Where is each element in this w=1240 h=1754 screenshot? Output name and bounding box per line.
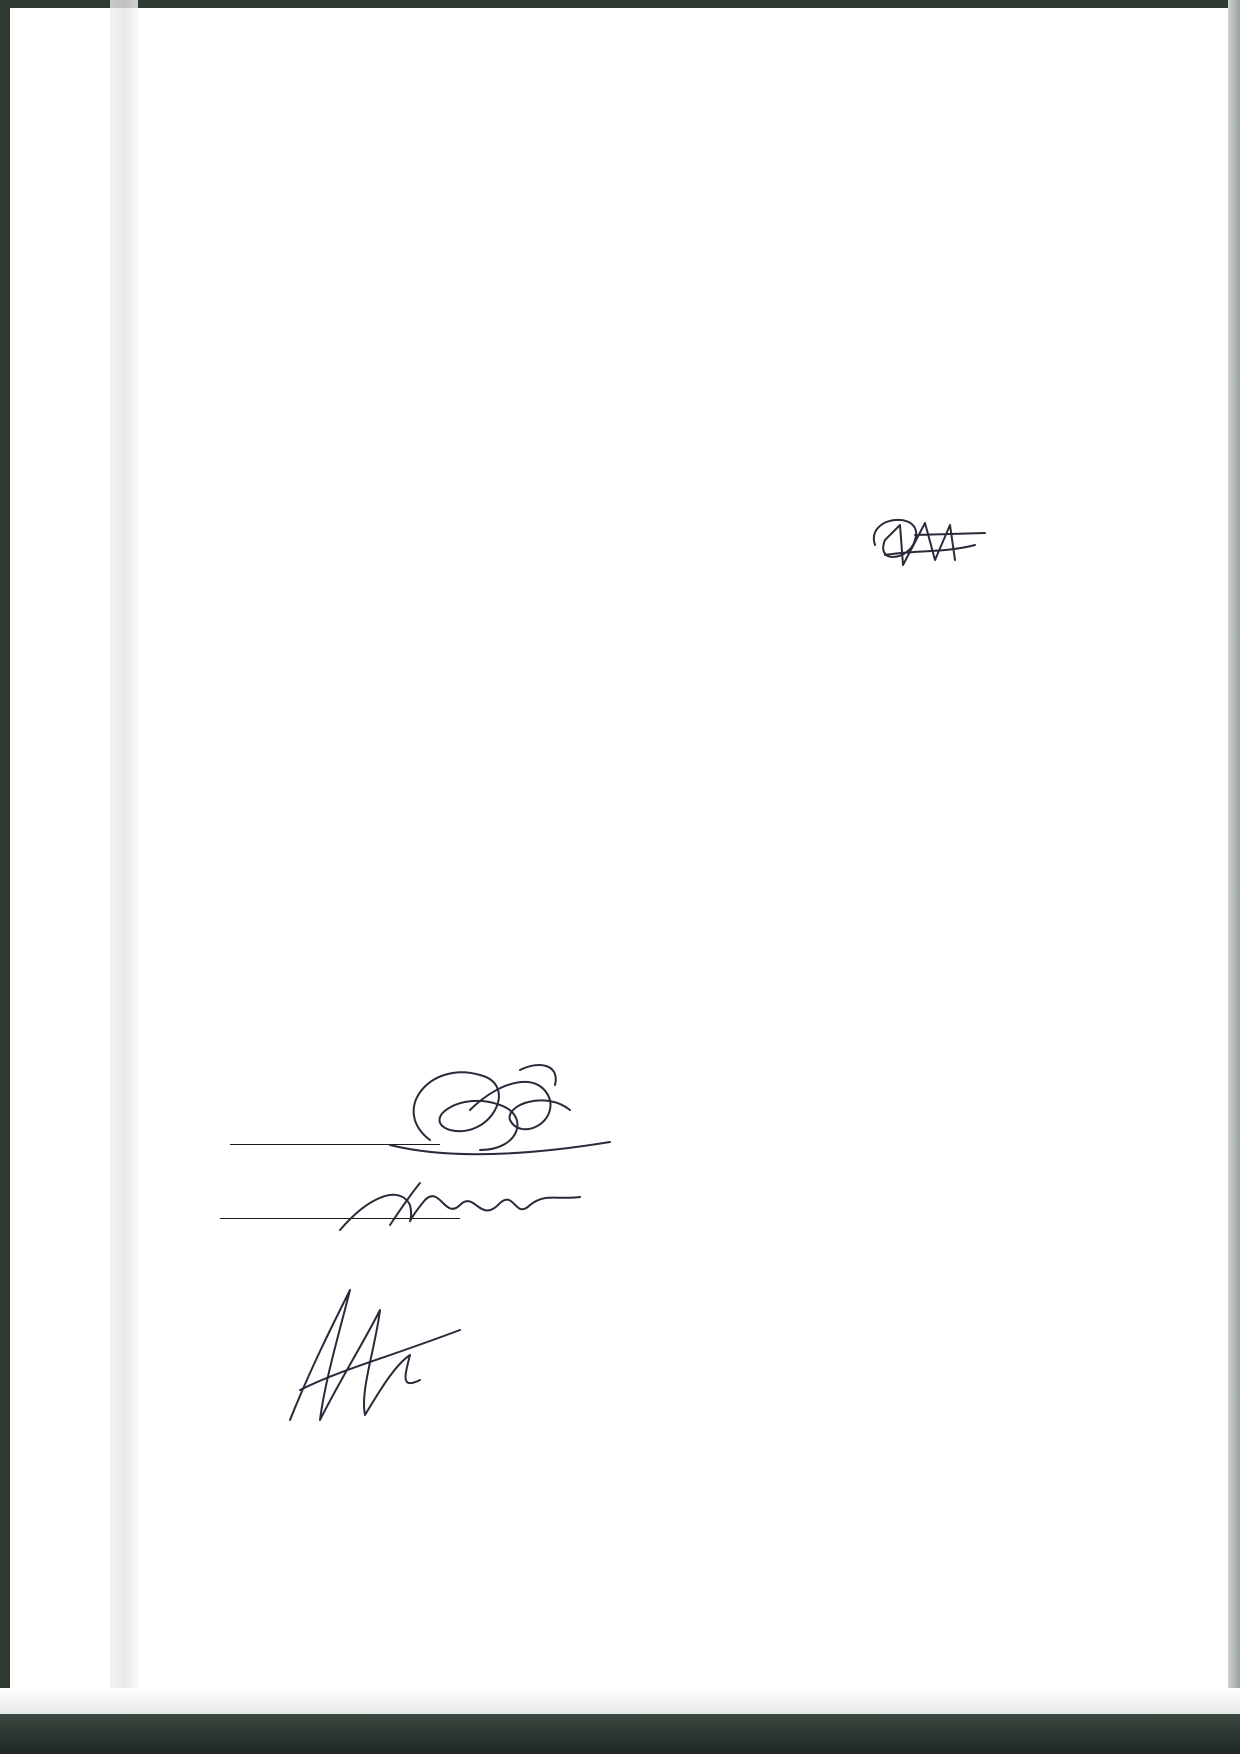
student-signature-icon: [280, 1270, 470, 1430]
page-gutter: [110, 0, 138, 1714]
scan-shadow: [0, 1688, 1240, 1714]
scan-edge-left: [0, 0, 10, 1754]
scan-edge-bottom: [0, 1714, 1240, 1754]
reviewer-signature-icon: [330, 1175, 590, 1245]
scan-edge-right: [1228, 0, 1240, 1754]
scan-edge-top: [0, 0, 1240, 8]
supervisor-signature-icon: [370, 1050, 620, 1180]
head-signature-icon: [855, 505, 995, 575]
